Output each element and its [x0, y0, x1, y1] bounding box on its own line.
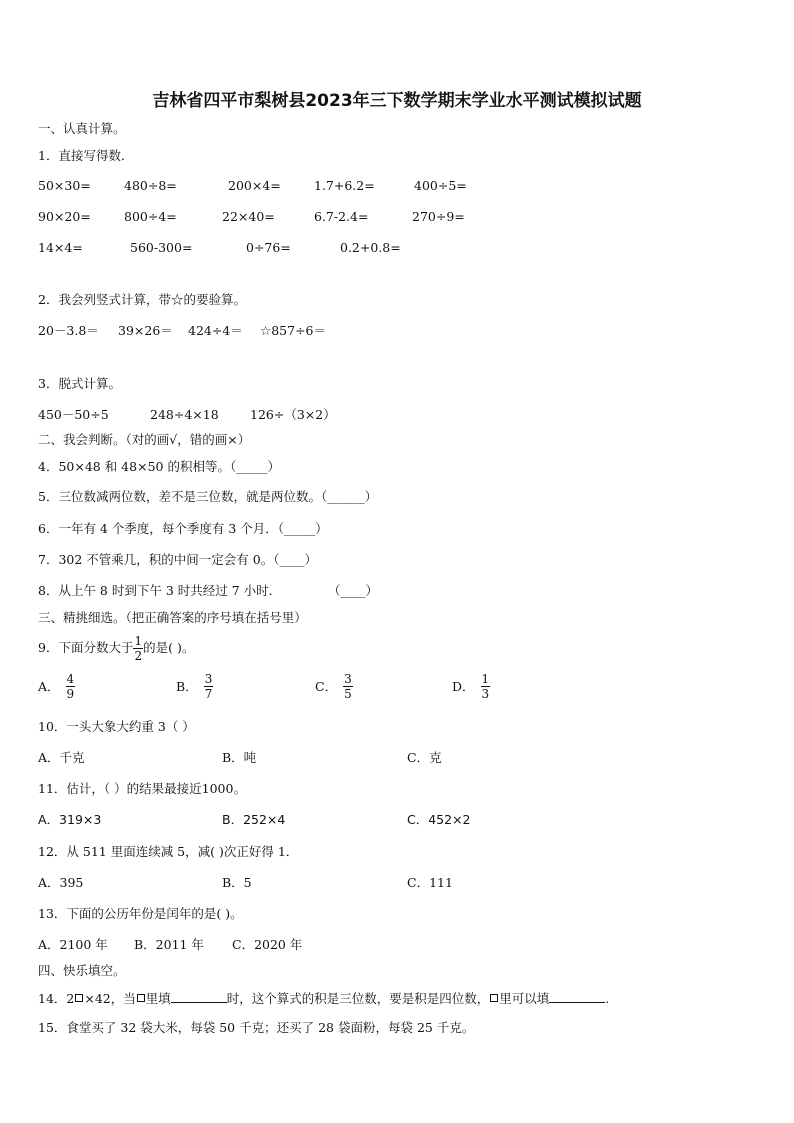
question-13-stem: 13．下面的公历年份是闰年的是( )。 [38, 906, 243, 921]
q14-part: . [605, 991, 610, 1006]
q2-item: ☆857÷6＝ [260, 323, 326, 338]
q11-option-a: A．319×3 [38, 812, 102, 827]
q1-item: 0÷76= [246, 240, 291, 255]
q13-option-b: B．2011 年 [134, 937, 204, 952]
q1-item: 50×30= [38, 178, 91, 193]
q2-item: 424÷4＝ [188, 323, 243, 338]
q1-item: 0.2+0.8= [340, 240, 401, 255]
fraction-numerator: 3 [204, 672, 213, 686]
section-heading-3: 三、精挑细选。（把正确答案的序号填在括号里） [38, 610, 307, 625]
q1-item: 270÷9= [412, 209, 465, 224]
question-7: 7．302 不管乘几，积的中间一定会有 0。（____） [38, 552, 317, 567]
q1-item: 800÷4= [124, 209, 177, 224]
fraction-denominator: 5 [344, 687, 352, 701]
q14-part: ×42，当 [84, 991, 136, 1006]
q1-item: 22×40= [222, 209, 275, 224]
blank-box-icon [137, 994, 145, 1002]
question-14 [38, 990, 609, 1007]
question-8-text: 8．从上午 8 时到下午 3 时共经过 7 小时. [38, 583, 273, 598]
answer-blank[interactable] [549, 990, 605, 1003]
q9-stem-fraction [133, 634, 143, 663]
q3-item: 450－50÷5 [38, 407, 109, 422]
q9-option-c [315, 672, 353, 701]
question-1-stem: 1．直接写得数． [38, 148, 134, 163]
question-9-stem [38, 633, 194, 663]
q13-option-c: C．2020 年 [232, 937, 303, 952]
q11-option-c: C．452×2 [407, 812, 471, 827]
fraction-numerator: 1 [481, 672, 490, 686]
q12-option-c: C．111 [407, 875, 453, 890]
q12-option-b: B．5 [222, 875, 252, 890]
blank-box-icon [75, 994, 83, 1002]
q12-option-a: A．395 [38, 875, 84, 890]
q11-option-b: B．252×4 [222, 812, 286, 827]
q14-part: 14．2 [38, 991, 75, 1006]
question-8-paren: （____） [328, 583, 379, 598]
q2-item: 20－3.8＝ [38, 323, 99, 338]
fraction-numerator: 4 [66, 672, 75, 686]
blank-box-icon [490, 994, 498, 1002]
question-12-stem: 12．从 511 里面连续减 5，减( )次正好得 1． [38, 844, 299, 859]
question-5: 5．三位数减两位数，差不是三位数，就是两位数。（______） [38, 489, 378, 504]
answer-blank[interactable] [171, 990, 227, 1003]
question-4: 4．50×48 和 48×50 的积相等。（_____） [38, 459, 280, 474]
q13-option-a: A．2100 年 [38, 937, 108, 952]
q9-option-b [176, 672, 213, 701]
option-fraction [66, 672, 76, 701]
q1-item: 200×4= [228, 178, 281, 193]
option-label: D． [452, 678, 475, 694]
q14-part: 里填 [145, 991, 171, 1006]
option-label: A． [38, 678, 60, 694]
q14-part: 里可以填 [499, 991, 550, 1006]
fraction-denominator: 2 [134, 649, 143, 663]
question-6: 6．一年有 4 个季度，每个季度有 3 个月．（_____） [38, 521, 328, 536]
section-heading-2: 二、我会判断。（对的画√，错的画×） [38, 432, 251, 447]
q10-option-a: A．千克 [38, 750, 85, 765]
q2-item: 39×26＝ [118, 323, 173, 338]
q1-item: 1.7+6.2= [314, 178, 375, 193]
page-title: 吉林省四平市梨树县2023年三下数学期末学业水平测试模拟试题 [152, 91, 642, 111]
q9-option-d [452, 672, 490, 701]
question-2-stem: 2．我会列竖式计算，带☆的要验算。 [38, 292, 246, 307]
question-15: 15．食堂买了 32 袋大米，每袋 50 千克；还买了 28 袋面粉，每袋 25 千克。 [38, 1020, 475, 1035]
q1-item: 6.7-2.4= [314, 209, 369, 224]
q9-stem-after: 的是( )。 [143, 640, 195, 655]
q1-item: 400÷5= [414, 178, 467, 193]
option-fraction [204, 672, 214, 701]
q3-item: 248÷4×18 [150, 407, 219, 422]
fraction-denominator: 3 [481, 687, 490, 701]
fraction-denominator: 7 [204, 687, 213, 701]
section-heading-1: 一、认真计算。 [38, 121, 126, 136]
option-label: C． [315, 678, 338, 694]
fraction-numerator: 3 [344, 672, 352, 686]
q1-item: 480÷8= [124, 178, 177, 193]
option-label: B． [176, 678, 198, 694]
question-3-stem: 3．脱式计算。 [38, 376, 121, 391]
q1-item: 560-300= [130, 240, 193, 255]
q10-option-b: B．吨 [222, 750, 257, 765]
option-fraction [343, 672, 353, 701]
question-11-stem: 11．估计，（ ）的结果最接近1000。 [38, 781, 246, 796]
q9-stem-before: 9．下面分数大于 [38, 640, 134, 655]
q1-item: 14×4= [38, 240, 83, 255]
option-fraction [481, 672, 491, 701]
q10-option-c: C．克 [407, 750, 442, 765]
fraction-denominator: 9 [66, 687, 75, 701]
q3-item: 126÷（3×2） [250, 407, 336, 422]
q1-item: 90×20= [38, 209, 91, 224]
question-10-stem: 10．一头大象大约重 3（ ） [38, 719, 195, 734]
q9-option-a [38, 672, 75, 701]
section-heading-4: 四、快乐填空。 [38, 963, 126, 978]
fraction-numerator: 1 [134, 634, 143, 648]
q14-part: 时，这个算式的积是三位数，要是积是四位数， [226, 991, 490, 1006]
